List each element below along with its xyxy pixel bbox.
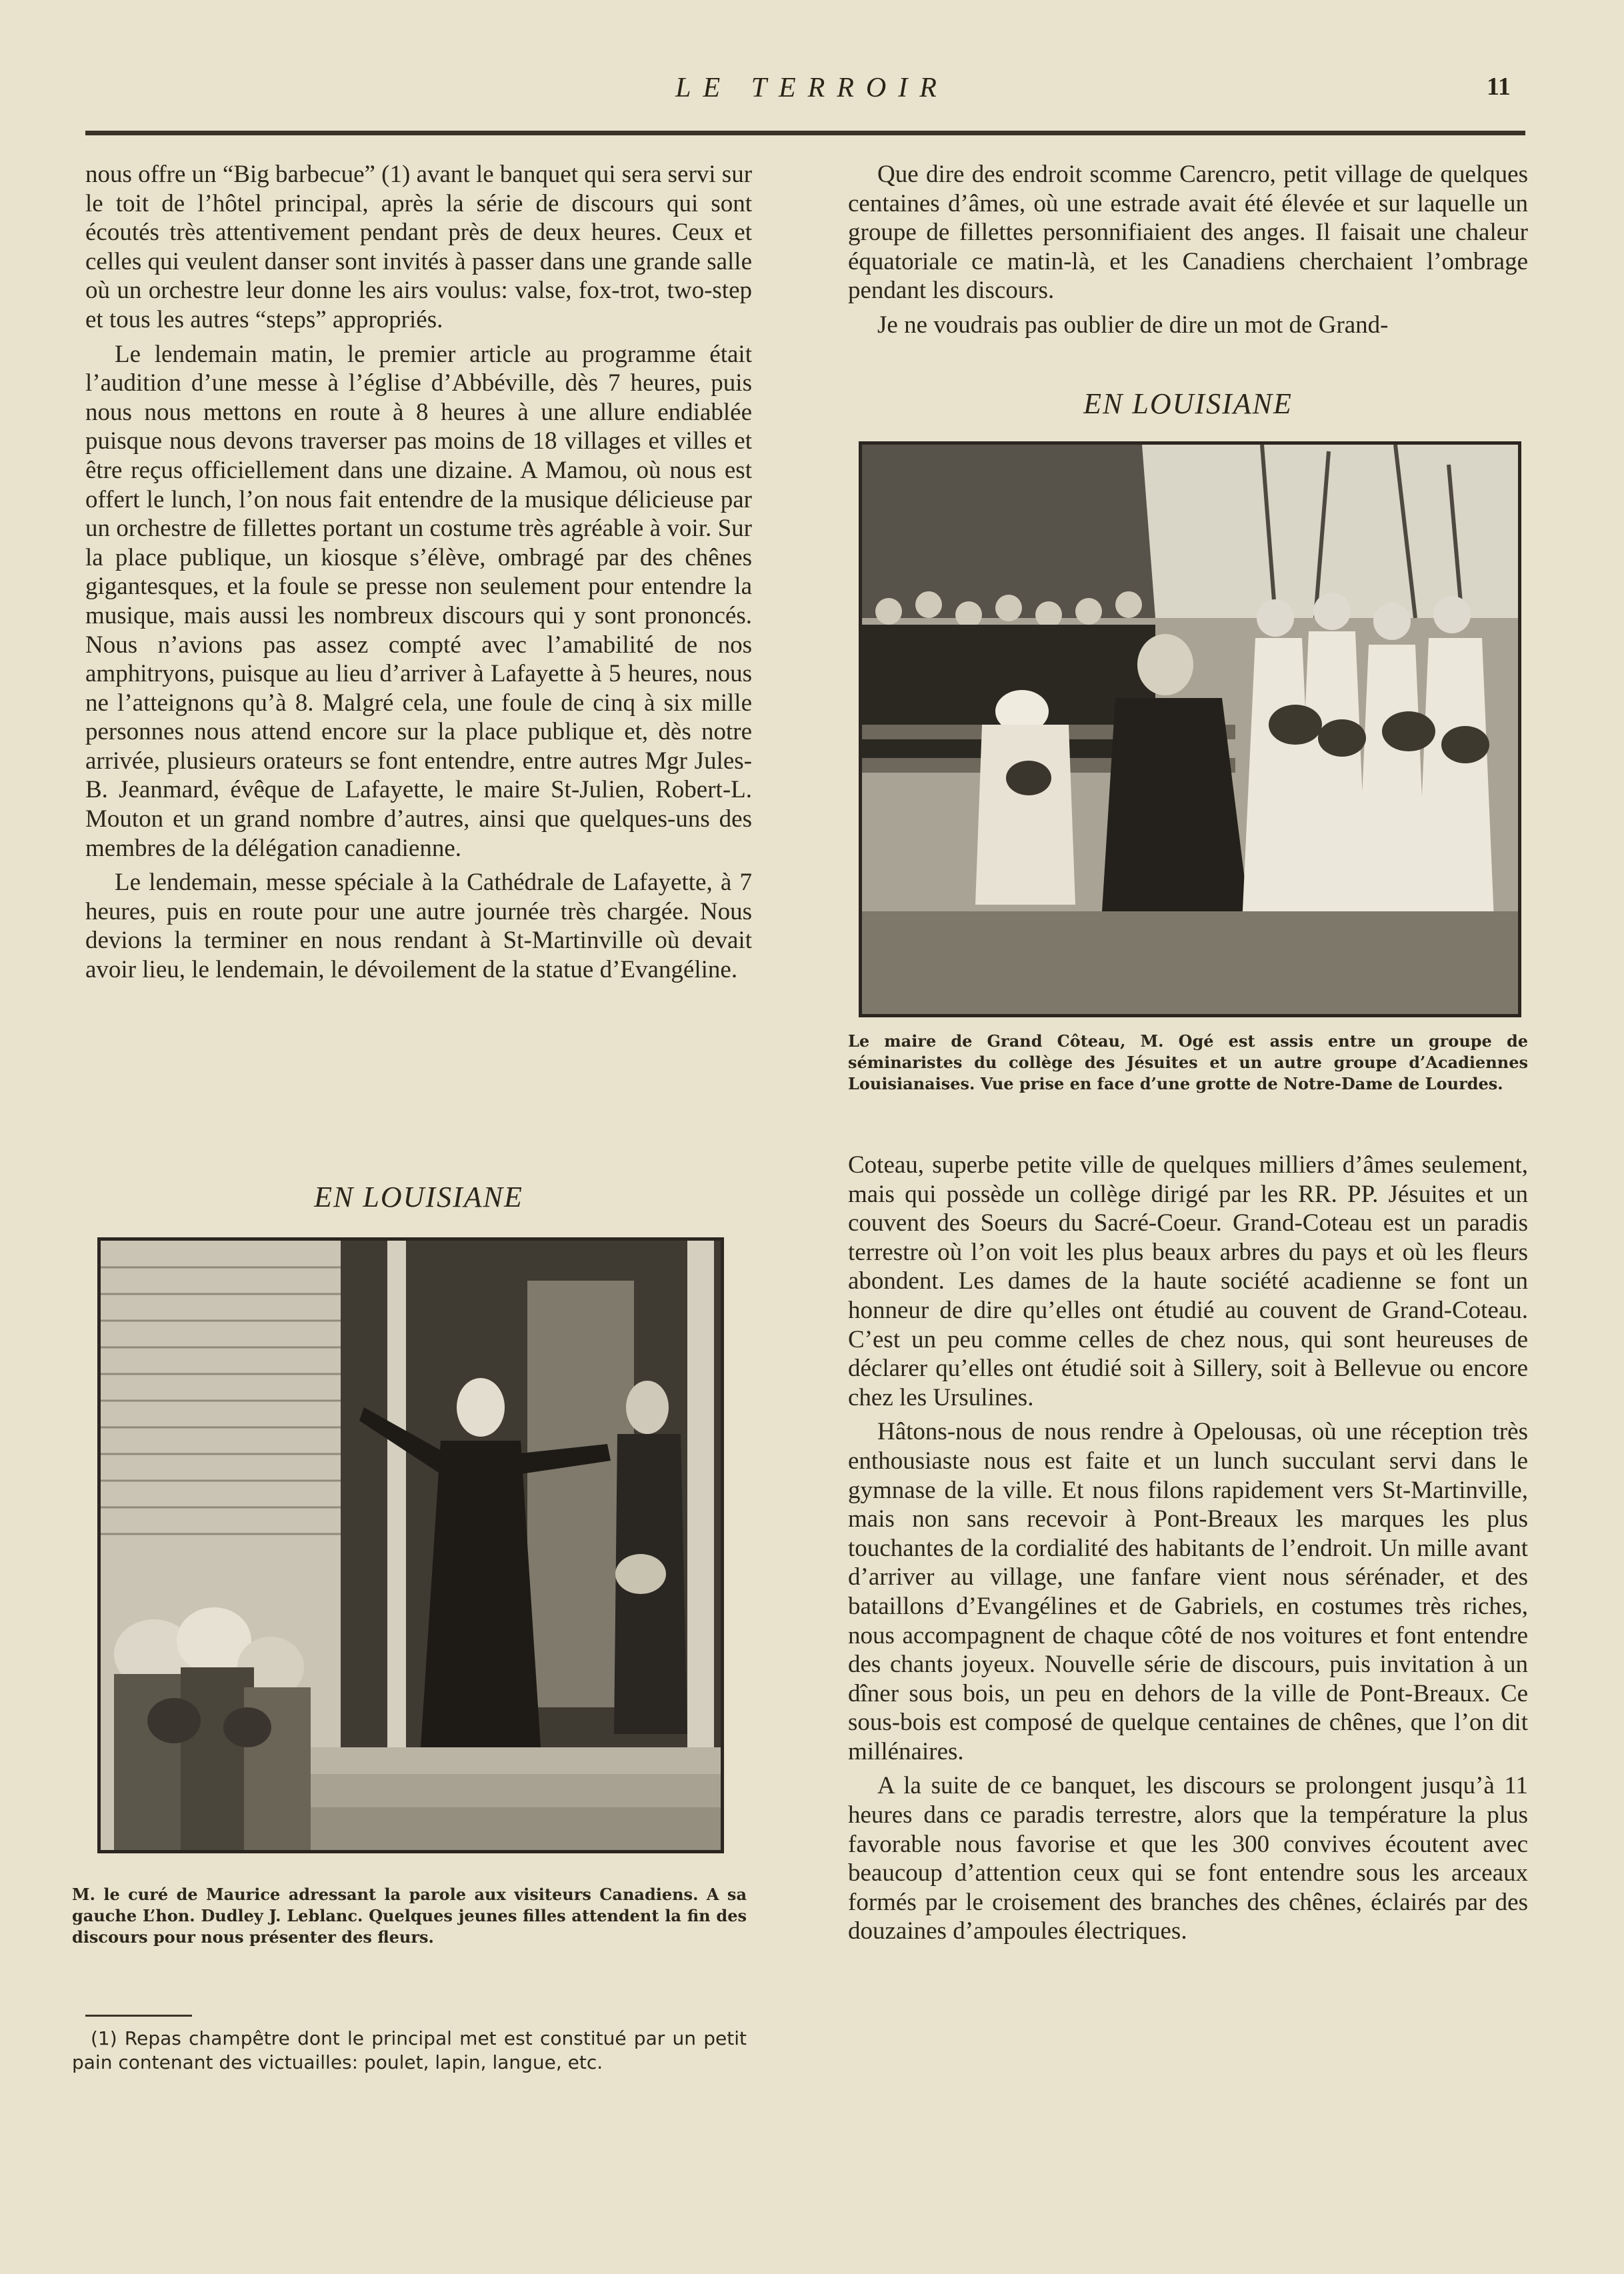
left-photo-caption: M. le curé de Maurice adressant la parole aux visiteurs Canadiens. A sa gauche L’hon. Dudley J. Leblanc. Quelques jeunes filles attendent la fin des discours pour nous présenter des fleurs. bbox=[72, 1885, 747, 1947]
page-number: 11 bbox=[1487, 73, 1511, 101]
header-rule bbox=[85, 131, 1525, 135]
running-header-title: LE TERROIR bbox=[675, 73, 949, 103]
photo-illustration-group bbox=[862, 445, 1518, 1014]
left-section-heading: EN LOUISIANE bbox=[314, 1181, 523, 1213]
right-paragraph-4: Hâtons-nous de nous rendre à Opelousas, où une réception très enthousiaste nous est faite et un lunch succulant servi dans le gymnase de la ville. Et nous filons rapidement vers St-Martinville, mais non sans recevoir à Pont-Breaux les marques les plus touchantes de la cordialité des habitants de l’endroit. Un mille avant d’arriver au village, une fanfare vient nous sérénader, et des bataillons d’Evangélines et de Gabriels, en costumes très riches, nous accompagnent de chaque côté de nos voitures et font entendre des chants joyeux. Nouvelle série de discours, puis invitation à un dîner sous bois, un peu en dehors de la ville de Pont-Breaux. Ce sous-bois est composé de quelque centaines de chênes, que l’on dit millénaires. bbox=[848, 1418, 1528, 1765]
photo-grand-coteau-group bbox=[859, 441, 1521, 1017]
right-photo-caption: Le maire de Grand Côteau, M. Ogé est assis entre un groupe de séminaristes du collège des Jésuites et un autre groupe d’Acadiennes Louisianaises. Vue prise en face d’une grotte de Notre-Dame de Lourdes. bbox=[848, 1031, 1528, 1093]
left-paragraph-1: nous offre un “Big barbecue” (1) avant le banquet qui sera servi sur le toit de l’hôtel principal, après la série de discours qui sont écoutés très attentivement pendant près de deux heures. Ceux et celles qui veulent danser sont invités à passer dans une grande salle où un orchestre leur donne les airs voulus: valse, fox-trot, two-step et tous les autres “steps” appropriés. bbox=[85, 161, 753, 333]
footnote-rule bbox=[85, 2015, 192, 2017]
left-column-text bbox=[85, 160, 752, 985]
right-paragraph-1: Que dire des endroit scomme Carencro, petit village de quelques centaines d’âmes, où une estrade avait été élevée et sur laquelle un groupe de fillettes personnifiaient des anges. Il faisait une chaleur équatoriale ce matin-là, et les Canadiens cherchaient l’ombrage pendant les discours. bbox=[848, 161, 1528, 305]
photo-cure-de-maurice bbox=[97, 1237, 724, 1853]
right-paragraph-2: Je ne voudrais pas oublier de dire un mot de Grand- bbox=[877, 311, 1389, 339]
right-column-text-top bbox=[848, 160, 1528, 340]
footnote: (1) Repas champêtre dont le principal met est constitué par un petit pain contenant des victuailles: poulet, lapin, langue, etc. bbox=[72, 2027, 747, 2073]
left-paragraph-2: Le lendemain matin, le premier article au programme était l’audition d’une messe à l’église d’Abbéville, dès 7 heures, puis nous nous mettons en route à 8 heures à une allure endiablée puisque nous devons traverser pas moins de 18 villages et villes et être reçus officiellement dans une dizaine. A Mamou, où nous est offert le lunch, l’on nous fait entendre de la musique délicieuse par un orchestre de fillettes portant un costume très agréable à voir. Sur la place publique, un kiosque s’élève, ombragé par des chênes gigantesques, et la foule se presse non seulement pour entendre la musique, mais aussi les nombreux discours qui y sont prononcés. Nous n’avions pas assez compté avec l’amabilité de nos amphitryons, puisque au lieu d’arriver à Lafayette à 5 heures, nous ne l’atteignons qu’à 8. Malgré cela, une foule de cinq à six mille personnes nous attend encore sur la place publique et, dès notre arrivée, plusieurs orateurs se font entendre, entre autres Mgr Jules-B. Jeanmard, évêque de Lafayette, le maire St-Julien, Robert-L. Mouton et un grand nombre d’autres, ainsi que quelques-uns des membres de la délégation canadienne. bbox=[85, 340, 752, 862]
right-paragraph-3: Coteau, superbe petite ville de quelques milliers d’âmes seulement, mais qui possède un collège dirigé par les RR. PP. Jésuites et un couvent des Soeurs du Sacré-Coeur. Grand-Coteau est un paradis terrestre où l’on voit les plus beaux arbres du pays et où les fleurs abondent. Les dames de la haute société acadienne se font un honneur de dire qu’elles ont étudié au couvent de Grand-Coteau. C’est un peu comme celles de chez nous, qui sont heureuses de déclarer qu’elles ont étudié soit à Sillery, soit à Bellevue ou encore chez les Ursulines. bbox=[848, 1151, 1528, 1411]
right-column-text-bottom bbox=[848, 1151, 1528, 1946]
right-section-heading: EN LOUISIANE bbox=[1083, 387, 1293, 420]
left-paragraph-3: Le lendemain, messe spéciale à la Cathédrale de Lafayette, à 7 heures, puis en route pour une autre journée très chargée. Nous devions la terminer en nous rendant à St-Martinville où devait avoir lieu, le lendemain, le dévoilement de la statue d’Evangéline. bbox=[85, 869, 752, 984]
right-paragraph-5: A la suite de ce banquet, les discours se prolongent jusqu’à 11 heures dans ce paradis terrestre, alors que la température la plus favorable nous favorise et que les 300 convives écoutent avec beaucoup d’attention ceux qui se font entendre sous les arceaux formés par le croisement des branches des chênes, éclairés par des douzaines d’ampoules électriques. bbox=[848, 1772, 1528, 1945]
photo-illustration bbox=[101, 1241, 721, 1850]
